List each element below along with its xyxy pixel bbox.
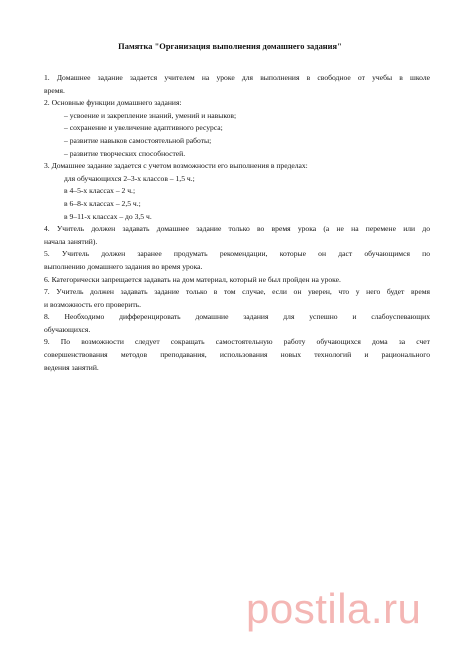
- time-limit-item-4: в 9–11-х классах – до 3,5 ч.: [64, 211, 152, 221]
- time-limit-item-1: для обучающихся 2–3-х классов – 1,5 ч.;: [64, 173, 195, 183]
- paragraph-3-title: 3. Домашнее задание задается с учетом возможности его выполнения в пределах:: [44, 161, 308, 171]
- paragraph-9-line-3: ведения занятий.: [44, 362, 99, 372]
- paragraph-9-line-2: совершенствования методов преподавания, использования новых технологий и рационального: [44, 350, 430, 360]
- time-limit-item-2: в 4–5-х классах – 2 ч.;: [64, 186, 136, 196]
- paragraph-5-line-1: 5. Учитель должен заранее продумать рекомендации, которые он даст обучающимся по: [44, 249, 430, 259]
- paragraph-6-line-1: 6. Категорически запрещается задавать на дом материал, который не был пройден на уроке.: [44, 274, 341, 284]
- paragraph-1-line-1: 1. Домашнее задание задается учителем на уроке для выполнения в свободное от учебы в школе: [44, 73, 430, 82]
- function-item-3: – развитие навыков самостоятельной работы;: [64, 135, 212, 145]
- paragraph-7-line-1: 7. Учитель должен задавать задание только в том случае, если он уверен, что у него будет время: [44, 287, 430, 297]
- paragraph-8-line-2: обучающихся.: [44, 324, 91, 334]
- function-item-2: – сохранение и увеличение адаптивного ресурса;: [64, 123, 223, 133]
- postila-watermark: postila.ru: [246, 585, 422, 632]
- document-title: Памятка "Организация выполнения домашнего задания": [118, 42, 342, 51]
- paragraph-7-line-2: и возможность его проверить.: [44, 299, 142, 309]
- paragraph-5-line-2: выполнению домашнего задания во время урока.: [44, 261, 203, 271]
- paragraph-2-title: 2. Основные функции домашнего задания:: [44, 98, 182, 108]
- function-item-4: – развитие творческих способностей.: [64, 148, 186, 158]
- function-item-1: – усвоение и закрепление знаний, умений и навыков;: [64, 110, 237, 120]
- paragraph-4-line-1: 4. Учитель должен задавать домашнее задание только во время урока (а не на перемене или до: [44, 224, 430, 234]
- paragraph-4-line-2: начала занятий).: [44, 236, 98, 246]
- paragraph-1-line-2: время.: [44, 85, 65, 95]
- document-body: [44, 72, 430, 374]
- time-limit-item-3: в 6–8-х классах – 2,5 ч.;: [64, 198, 141, 208]
- paragraph-8-line-1: 8. Необходимо дифференцировать домашние задания для успешно и слабоуспевающих: [44, 312, 430, 322]
- paragraph-9-line-1: 9. По возможности следует сокращать самостоятельную работу обучающихся дома за счет: [44, 337, 430, 347]
